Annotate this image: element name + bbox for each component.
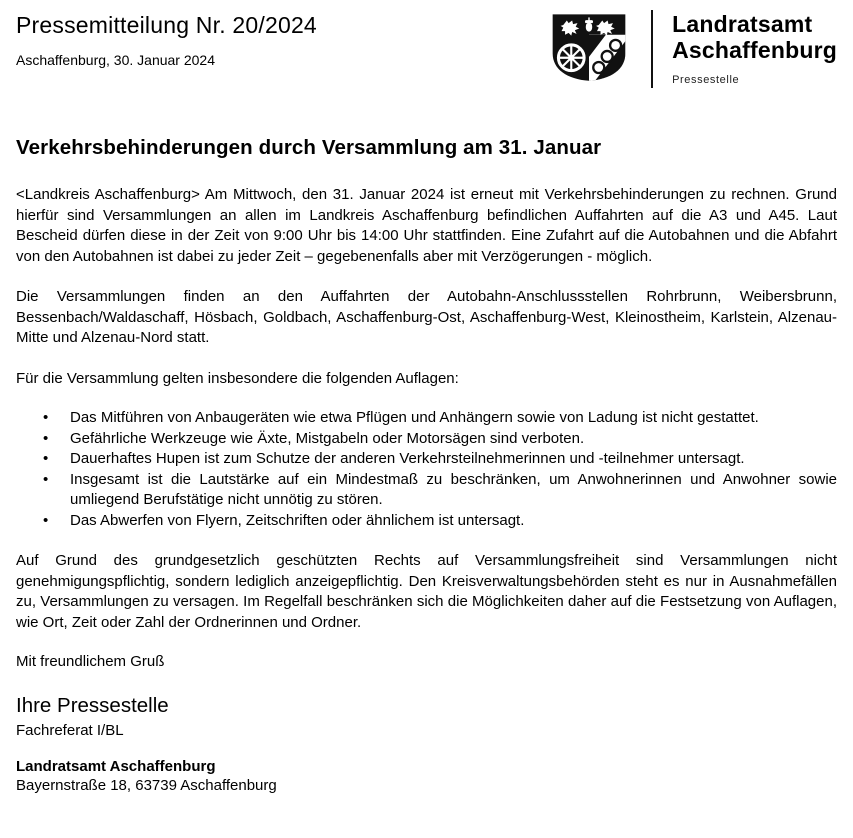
bullet-item: • Dauerhaftes Hupen ist zum Schutze der anderen Verkehrsteilnehmerinnen und -teilnehmer untersagt. [70, 449, 837, 470]
article-headline: Verkehrsbehinderungen durch Versammlung am 31. Januar [16, 136, 602, 159]
header-right [550, 10, 837, 88]
bullet-item: • Gefährliche Werkzeuge wie Äxte, Mistgabeln oder Motorsägen sind verboten. [70, 429, 837, 450]
org-unit: Pressestelle [672, 74, 740, 86]
article-body [16, 185, 837, 673]
footer-org-name: Landratsamt Aschaffenburg [16, 757, 216, 775]
header-left [16, 10, 550, 68]
header-divider [651, 10, 653, 88]
signature-sender: Ihre Pressestelle [16, 693, 169, 717]
press-release-title: Pressemitteilung Nr. 20/2024 [16, 12, 317, 38]
conditions-bullet-list [16, 408, 837, 531]
signature-greeting: Mit freundlichem Gruß [16, 653, 165, 670]
org-block [672, 10, 837, 86]
paragraph-locations: Die Versammlungen finden an den Auffahrten der Autobahn-Anschlussstellen Rohrbrunn, Weibersbrunn, Bessenbach/Waldaschaff, Hösbach, Goldbach, Aschaffenburg-Ost, Aschaffenburg-West, Kleinostheim, Karlstein, Alzenau-Mitte und Alzenau-Nord statt. [16, 288, 837, 346]
aschaffenburg-coat-of-arms-icon [550, 11, 628, 85]
paragraph-conditions-lead: Für die Versammlung gelten insbesondere die folgenden Auflagen: [16, 369, 459, 387]
paragraph-closing: Auf Grund des grundgesetzlich geschützten Rechts auf Versammlungsfreiheit sind Versammlungen nicht genehmigungspflichtig, sondern lediglich anzeigepflichtig. Den Kreisverwaltungsbehörden steht es nur in Ausnahmefällen zu, Versammlungen zu versagen. Im Regelfall beschränken sich die Möglichkeiten daher auf die Festsetzung von Auflagen, wie Ort, Zeit oder Zahl der Ordnerinnen und Ordner. [16, 552, 837, 631]
org-name-line1: Landratsamt [672, 11, 813, 37]
footer-org-address: Bayernstraße 18, 63739 Aschaffenburg [16, 776, 277, 794]
bullet-item: • Das Mitführen von Anbaugeräten wie etwa Pflügen und Anhängern sowie von Ladung ist nicht gestattet. [70, 408, 837, 429]
dateline: Aschaffenburg, 30. Januar 2024 [16, 52, 216, 68]
bullet-item: • Das Abwerfen von Flyern, Zeitschriften oder ähnlichem ist untersagt. [70, 511, 837, 532]
signature-department: Fachreferat I/BL [16, 721, 124, 739]
org-name-line2: Aschaffenburg [672, 37, 837, 63]
bullet-item: • Insgesamt ist die Lautstärke auf ein Mindestmaß zu beschränken, um Anwohnerinnen und Anwohner sowie umliegend Berufstätige nicht unnötig zu stören. [70, 470, 837, 511]
paragraph-intro: <Landkreis Aschaffenburg> Am Mittwoch, den 31. Januar 2024 ist erneut mit Verkehrsbehinderungen zu rechnen. Grund hierfür sind Versammlungen an allen im Landkreis Aschaffenburg befindlichen Auffahrten auf die A3 und A45. Laut Bescheid dürfen diese in der Zeit von 9:00 Uhr bis 14:00 Uhr stattfinden. Eine Zufahrt auf die Autobahnen und die Abfahrt von den Autobahnen ist dabei zu jeder Zeit – gegebenenfalls aber mit Verzögerungen - möglich. [16, 186, 837, 265]
document-header [0, 0, 853, 92]
